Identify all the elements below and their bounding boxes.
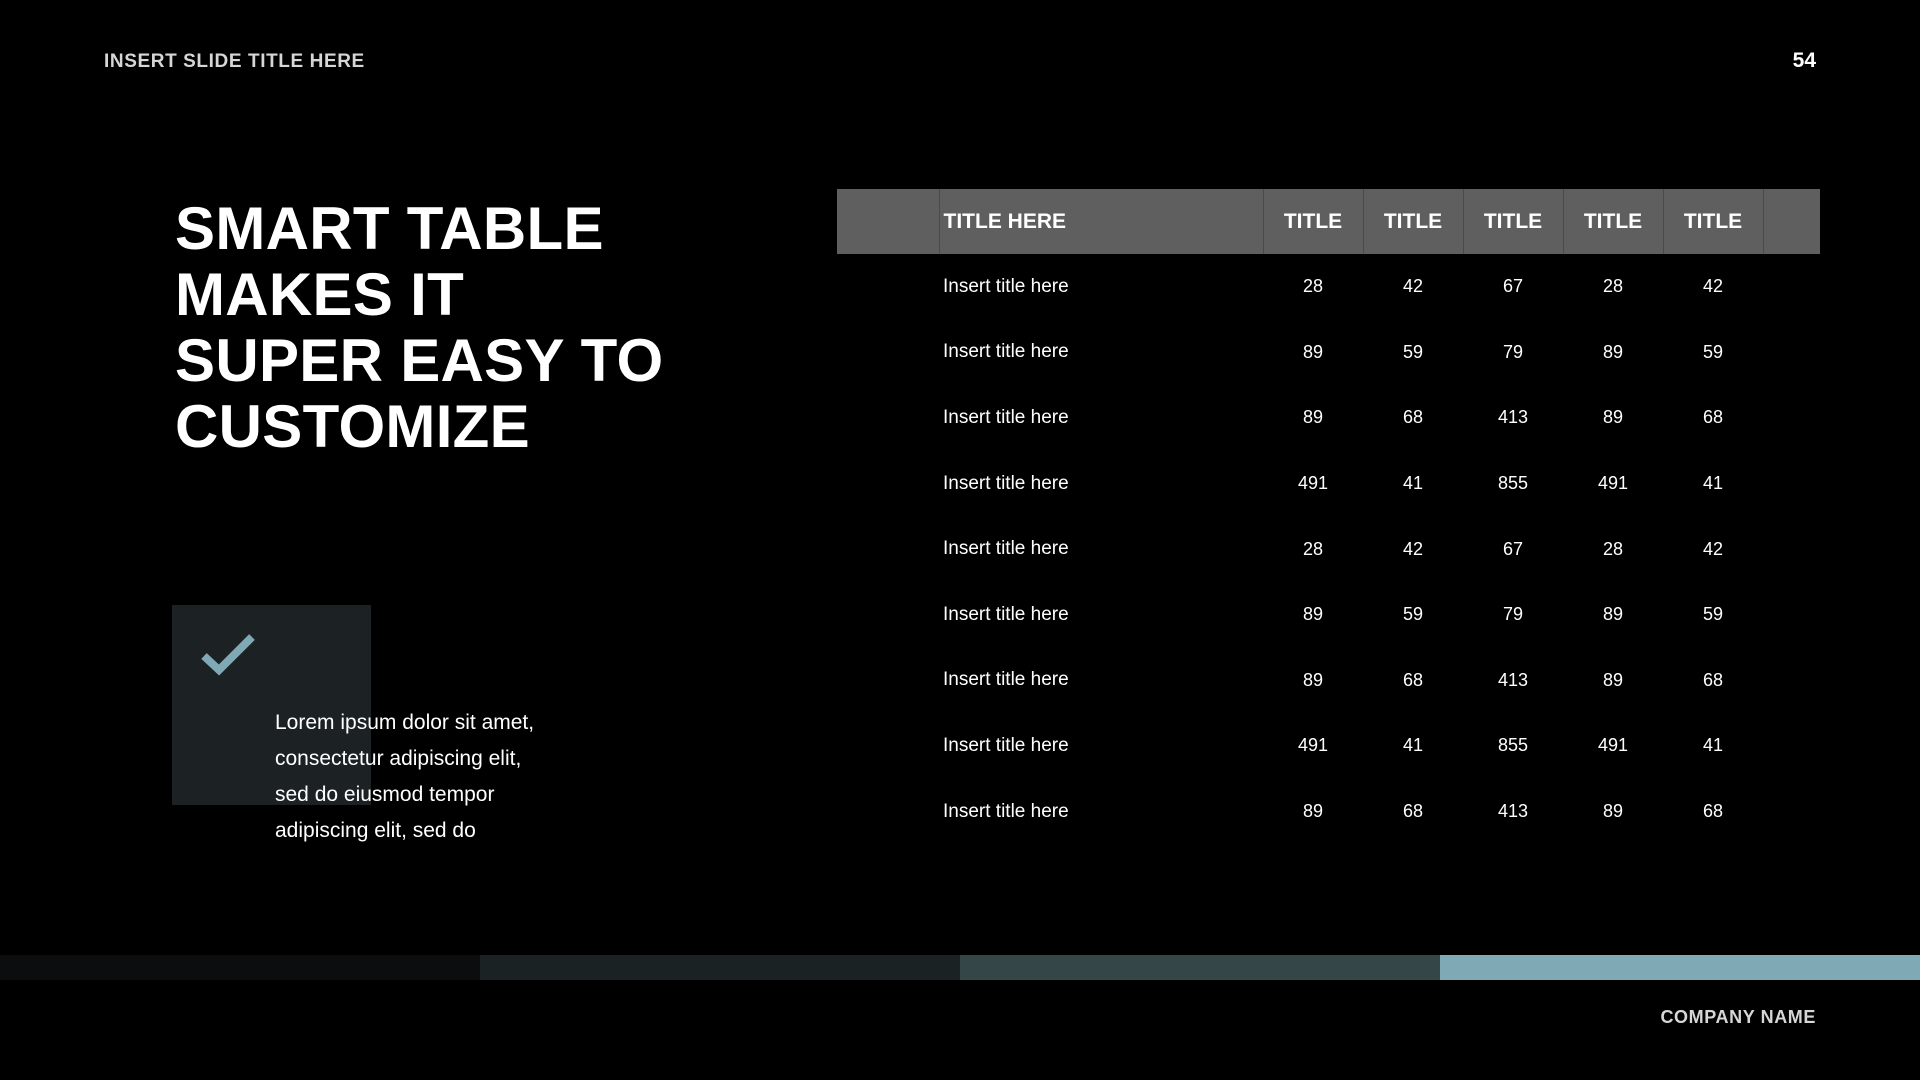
headline-line: SMART TABLE xyxy=(175,195,604,262)
table-cell: 67 xyxy=(1502,276,1524,297)
table-cell: 89 xyxy=(1302,669,1324,690)
table-cell: 42 xyxy=(1702,538,1724,559)
callout-text xyxy=(275,705,595,849)
slide-title: INSERT SLIDE TITLE HERE xyxy=(104,51,365,72)
footer-color-bar xyxy=(1440,955,1920,980)
table-cell: 42 xyxy=(1702,276,1724,297)
table-header-cell: TITLE xyxy=(1363,189,1463,254)
headline-line: CUSTOMIZE xyxy=(175,393,530,460)
table-cell: 59 xyxy=(1702,341,1724,362)
table-cell: 41 xyxy=(1702,735,1724,756)
callout-line: Lorem ipsum dolor sit amet, xyxy=(275,711,535,734)
table-cell: 89 xyxy=(1302,604,1324,625)
row-label: Insert title here xyxy=(943,472,1069,494)
table-cell: 89 xyxy=(1302,407,1324,428)
table-cell: 68 xyxy=(1702,669,1724,690)
callout-line: adipiscing elit, sed do xyxy=(275,819,476,842)
table-cell: 68 xyxy=(1702,407,1724,428)
table-cell: 491 xyxy=(1597,735,1629,756)
table-cell: 68 xyxy=(1702,801,1724,822)
row-label: Insert title here xyxy=(943,406,1069,428)
table-row xyxy=(837,320,1820,386)
table-cell: 59 xyxy=(1702,604,1724,625)
table-cell: 79 xyxy=(1502,604,1524,625)
headline-line: SUPER EASY TO xyxy=(175,327,664,394)
table-cell: 41 xyxy=(1402,735,1424,756)
row-label: Insert title here xyxy=(943,800,1069,822)
footer-color-bar xyxy=(0,955,480,980)
table-cell: 28 xyxy=(1602,276,1624,297)
table-cell: 855 xyxy=(1497,735,1529,756)
table-cell: 855 xyxy=(1497,473,1529,494)
table-cell: 89 xyxy=(1602,407,1624,428)
table-cell: 79 xyxy=(1502,341,1524,362)
data-table xyxy=(837,189,1820,844)
footer-color-bar xyxy=(960,955,1440,980)
row-label: Insert title here xyxy=(943,538,1069,560)
table-header-cell: TITLE xyxy=(1263,189,1363,254)
table-cell: 42 xyxy=(1402,538,1424,559)
table-cell: 89 xyxy=(1302,341,1324,362)
table-header-cell: TITLE xyxy=(1663,189,1763,254)
table-cell: 42 xyxy=(1402,276,1424,297)
company-name: COMPANY NAME xyxy=(1660,1007,1816,1027)
table-cell: 68 xyxy=(1402,669,1424,690)
table-cell: 59 xyxy=(1402,604,1424,625)
table-header-spacer xyxy=(837,189,939,254)
table-cell: 413 xyxy=(1497,669,1529,690)
table-header-row xyxy=(837,189,1820,254)
table-header-spacer xyxy=(1763,189,1820,254)
row-label: Insert title here xyxy=(943,275,1069,297)
checkmark-icon xyxy=(200,632,256,676)
table-row xyxy=(837,451,1820,517)
row-label: Insert title here xyxy=(943,734,1069,756)
table-cell: 89 xyxy=(1602,341,1624,362)
table-cell: 59 xyxy=(1402,341,1424,362)
footer-color-bar xyxy=(480,955,960,980)
table-cell: 41 xyxy=(1702,473,1724,494)
row-label: Insert title here xyxy=(943,603,1069,625)
table-cell: 68 xyxy=(1402,407,1424,428)
table-cell: 89 xyxy=(1602,801,1624,822)
table-row xyxy=(837,516,1820,582)
table-cell: 28 xyxy=(1302,276,1324,297)
table-cell: 28 xyxy=(1602,538,1624,559)
table-cell: 491 xyxy=(1297,735,1329,756)
callout-line: consectetur adipiscing elit, xyxy=(275,747,522,770)
table-cell: 67 xyxy=(1502,538,1524,559)
table-header-cell: TITLE xyxy=(1463,189,1563,254)
table-cell: 89 xyxy=(1302,801,1324,822)
table-row xyxy=(837,254,1820,320)
headline-line: MAKES IT xyxy=(175,261,465,328)
table-cell: 89 xyxy=(1602,604,1624,625)
table-cell: 89 xyxy=(1602,669,1624,690)
table-row xyxy=(837,648,1820,714)
page-number: 54 xyxy=(1792,49,1816,72)
callout-line: sed do eiusmod tempor xyxy=(275,783,495,806)
table-cell: 413 xyxy=(1497,407,1529,428)
table-cell: 28 xyxy=(1302,538,1324,559)
table-row xyxy=(837,713,1820,779)
headline xyxy=(175,196,735,460)
table-cell: 491 xyxy=(1297,473,1329,494)
table-cell: 68 xyxy=(1402,801,1424,822)
table-row xyxy=(837,385,1820,451)
table-row xyxy=(837,582,1820,648)
table-header-cell: TITLE HERE xyxy=(939,189,1263,254)
table-header-cell: TITLE xyxy=(1563,189,1663,254)
row-label: Insert title here xyxy=(943,669,1069,691)
row-label: Insert title here xyxy=(943,341,1069,363)
table-cell: 41 xyxy=(1402,473,1424,494)
table-cell: 413 xyxy=(1497,801,1529,822)
table-cell: 491 xyxy=(1597,473,1629,494)
table-row xyxy=(837,779,1820,845)
